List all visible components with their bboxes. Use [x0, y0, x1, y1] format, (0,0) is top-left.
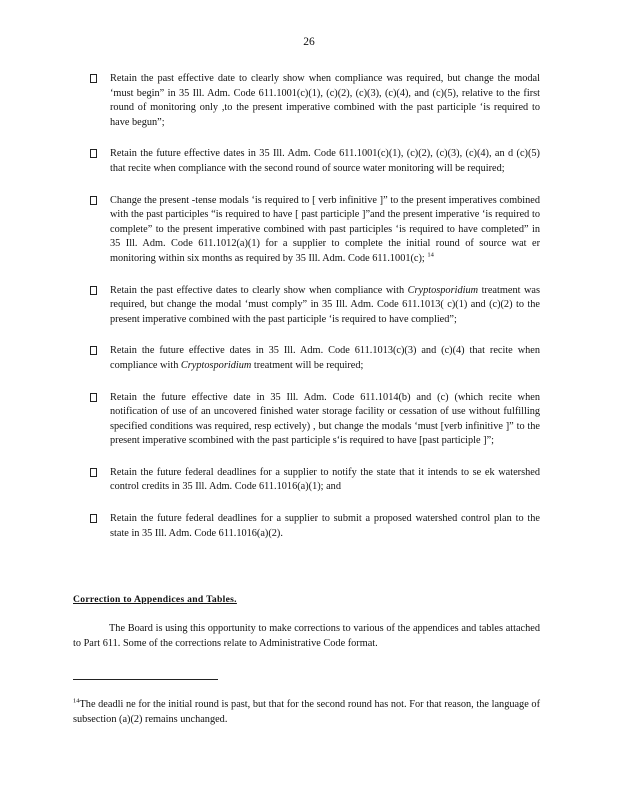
checkbox-bullet-icon [90, 149, 97, 158]
list-item-text [110, 345, 540, 371]
page-number: 26 [303, 36, 315, 48]
list-item [90, 284, 540, 328]
list-item [90, 512, 540, 541]
list-item-text: Retain the past effective date to clearly show when compliance was required, but change the modal ‘must begin” in 35 Ill. Adm. Code 611.1001(c)(1), (c)(2), (c)(3), (c)(4), and (c)(5), relative to the first round of monitoring only ,to the present imperative combined with the past participle ‘is required to have begun”; [110, 73, 540, 128]
list-item [90, 344, 540, 373]
text-run: treatment will be required; [251, 359, 364, 371]
body-paragraph: The Board is using this opportunity to make corrections to various of the appendices and tables attached to Part 611. Some of the corrections relate to Administrative Code format. [73, 623, 540, 649]
list-item [90, 391, 540, 449]
list-item-text: Retain the future effective dates in 35 Ill. Adm. Code 611.1001(c)(1), (c)(2), (c)(3), (c)(4), an d (c)(5) that recite when compliance with the second round of source water monitoring will be required; [110, 148, 540, 174]
footnote-divider [73, 679, 218, 680]
section-heading: Correction to Appendices and Tables. [73, 594, 237, 605]
list-item-text: Retain the future effective date in 35 Ill. Adm. Code 611.1014(b) and (c) (which recite when notification of use of an uncovered finished water storage facility or cessation of use without fulfilling specified conditions was required, resp ectively) , but change the modals ‘must [verb infinitive ]” to the present imperative scombined with the past participle s‘is required to have [past participle ]”; [110, 391, 540, 447]
bullet-list [90, 72, 540, 558]
italic-term: Cryptosporidium [407, 284, 479, 296]
text-run: treatment was required, but change the modal ‘must comply” in 35 Ill. Adm. Code 611.1013( c)(1) and (c)(2) to the present imperative combined with the past participle ‘is required to have complied”; [110, 284, 540, 325]
text-run: Retain the future effective dates in 35 Ill. Adm. Code 611.1013(c)(3) and (c)(4) that recite when compliance with [110, 345, 540, 371]
list-item-text: Change the present -tense modals ‘is required to [ verb infinitive ]” to the present imperatives combined with the past participles “is required to have [ past participle ]”and the present imperative ‘is required to complete” to the present imperative combined with past participles ‘is required to have completed” in 35 Ill. Adm. Code 611.1012(a)(1) for a supplier to complete the initial round of source wat er monitoring within six months as required by 35 Ill. Adm. Code 611.1001(c); [110, 194, 540, 264]
footnote-reference: 14 [427, 251, 434, 259]
list-item-text [110, 285, 540, 325]
checkbox-bullet-icon [90, 468, 97, 477]
checkbox-bullet-icon [90, 346, 97, 355]
checkbox-bullet-icon [90, 393, 97, 402]
list-item [90, 194, 540, 267]
list-item-text: Retain the future federal deadlines for a supplier to submit a proposed watershed control plan to the state in 35 Ill. Adm. Code 611.1016(a)(2). [110, 513, 540, 539]
italic-term: Cryptosporidium [180, 359, 252, 371]
list-item [90, 466, 540, 495]
checkbox-bullet-icon [90, 286, 97, 295]
footnote-text: The deadli ne for the initial round is past, but that for the second round has not. For that reason, the language of subsection (a)(2) remains unchanged. [73, 699, 540, 725]
list-item-text: Retain the future federal deadlines for a supplier to notify the state that it intends to se ek watershed control credits in 35 Ill. Adm. Code 611.1016(a)(1); and [110, 466, 540, 493]
checkbox-bullet-icon [90, 74, 97, 83]
footnote [73, 697, 540, 727]
checkbox-bullet-icon [90, 514, 97, 523]
footnote-number: 14 [73, 697, 80, 705]
list-item [90, 72, 540, 130]
text-run: Retain the past effective dates to clearly show when compliance with [110, 284, 408, 296]
list-item [90, 147, 540, 176]
checkbox-bullet-icon [90, 196, 97, 205]
